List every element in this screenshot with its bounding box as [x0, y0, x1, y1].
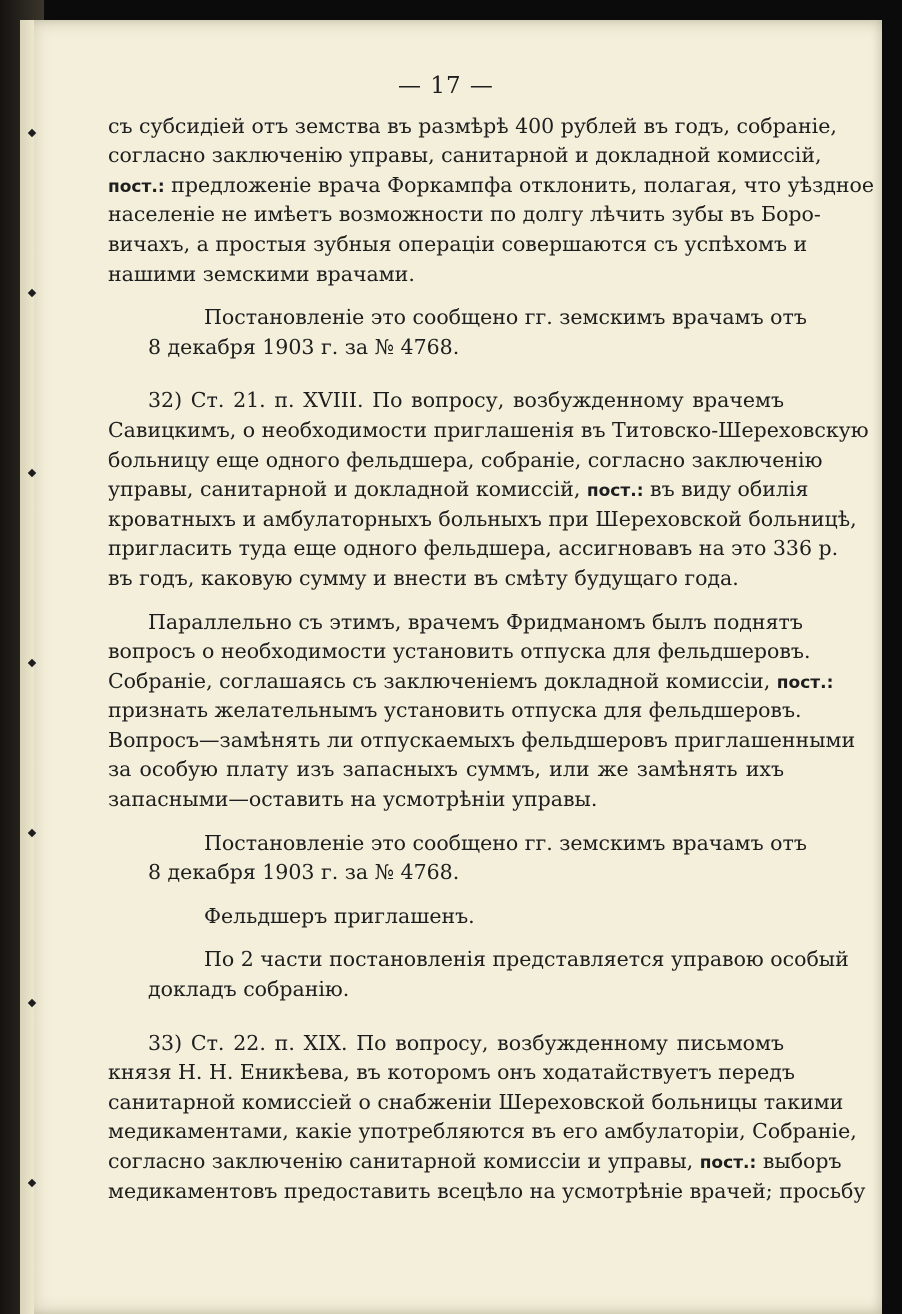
- text-line: Постановленіе это сообщено гг. земскимъ врачамъ отъ: [204, 830, 807, 855]
- paragraph-item-33: [108, 1029, 866, 1207]
- paragraph-resolution-notice-2: [108, 829, 807, 888]
- text-line: [108, 667, 834, 697]
- text-line: медикаментовъ предоставить всецѣло на усмотрѣніе врачей; просьбу: [108, 1178, 866, 1203]
- text-fragment: предложеніе врача Форкампфа отклонить, полагая, что уѣздное: [171, 172, 875, 197]
- text-line: [108, 1147, 842, 1177]
- text-line: 32) Ст. 21. п. XVIII. По вопросу, возбужденному врачемъ: [148, 388, 784, 413]
- margin-marker: [28, 289, 36, 297]
- paragraph-item-32: [108, 386, 869, 593]
- text-line: докладъ собранію.: [148, 977, 350, 1002]
- text-fragment: выборъ: [762, 1149, 842, 1173]
- text-line: съ субсидіей отъ земства въ размѣрѣ 400 рублей въ годъ, собраніе,: [108, 113, 837, 138]
- text-line: [108, 171, 875, 201]
- text-line: князя Н. Н. Еникѣева, въ которомъ онъ ходатайствуетъ передъ: [108, 1060, 795, 1085]
- text-line: населеніе не имѣетъ возможности по долгу лѣчить зубы въ Боро-: [108, 202, 821, 227]
- text-line: вопросъ о необходимости установить отпуска для фельдшеровъ.: [108, 639, 811, 664]
- post-label: пост.:: [776, 672, 834, 693]
- post-label: пост.:: [699, 1153, 757, 1173]
- margin-marker: [28, 469, 36, 477]
- text-fragment: согласно заключенію санитарной комиссіи и управы,: [108, 1149, 694, 1173]
- text-line: кроватныхъ и амбулаторныхъ больныхъ при Шереховской больницѣ,: [108, 506, 857, 531]
- text-line: Савицкимъ, о необходимости приглашенія въ Титовско-Шереховскую: [108, 417, 869, 442]
- text-line: за особую плату изъ запасныхъ суммъ, или же замѣнять ихъ: [108, 757, 784, 782]
- text-line: нашими земскими врачами.: [108, 261, 415, 286]
- text-line: Параллельно съ этимъ, врачемъ Фридманомъ былъ поднятъ: [148, 609, 803, 634]
- text-line: По 2 части постановленія представляется управою особый: [204, 947, 849, 972]
- text-line: медикаментами, какіе употребляются въ его амбулаторіи, Собраніе,: [108, 1119, 857, 1144]
- paragraph-part-2: [108, 945, 849, 1004]
- margin-marker: [28, 1179, 36, 1187]
- paragraph-feldsher-invited: [108, 902, 784, 932]
- page-text: [108, 72, 875, 1206]
- text-line: Фельдшеръ приглашенъ.: [204, 903, 475, 928]
- text-line: 33) Ст. 22. п. XIX. По вопросу, возбужденному письмомъ: [148, 1030, 784, 1055]
- text-line: [108, 475, 809, 505]
- text-line: больницу еще одного фельдшера, собраніе, согласно заключенію: [108, 447, 823, 472]
- paragraph-subsidy: [108, 112, 875, 290]
- text-line: санитарной комиссіей о снабженіи Шереховской больницы такими: [108, 1089, 844, 1114]
- margin-markers: [24, 0, 40, 1314]
- text-fragment: управы, санитарной и докладной комиссій,: [108, 477, 581, 502]
- text-line: пригласить туда еще одного фельдшера, ассигновавъ на это 336 р.: [108, 536, 839, 561]
- margin-marker: [28, 999, 36, 1007]
- text-line: 8 декабря 1903 г. за № 4768.: [148, 860, 460, 885]
- text-fragment: въ виду обилія: [650, 477, 809, 502]
- paragraph-resolution-notice: [108, 303, 807, 362]
- text-line: 8 декабря 1903 г. за № 4768.: [148, 334, 460, 359]
- text-line: Вопросъ—замѣнять ли отпускаемыхъ фельдшеровъ приглашенными: [108, 727, 856, 752]
- text-line: признать желательнымъ установить отпуска для фельдшеровъ.: [108, 698, 802, 723]
- margin-marker: [28, 129, 36, 137]
- post-label: пост.:: [586, 481, 644, 502]
- margin-marker: [28, 829, 36, 837]
- text-line: Постановленіе это сообщено гг. земскимъ врачамъ отъ: [204, 305, 807, 330]
- post-label: пост.:: [108, 176, 165, 197]
- text-line: въ годъ, каковую сумму и внести въ смѣту будущаго года.: [108, 565, 739, 590]
- page-number: — 17 —: [398, 73, 494, 99]
- text-line: запасными—оставить на усмотрѣніи управы.: [108, 787, 598, 812]
- text-line: вичахъ, а простыя зубныя операціи совершаются съ успѣхомъ и: [108, 231, 808, 256]
- margin-marker: [28, 659, 36, 667]
- text-fragment: Собраніе, соглашаясь съ заключеніемъ докладной комиссіи,: [108, 668, 771, 693]
- text-line: согласно заключенію управы, санитарной и докладной комиссій,: [108, 143, 822, 168]
- paragraph-leave: [108, 608, 856, 815]
